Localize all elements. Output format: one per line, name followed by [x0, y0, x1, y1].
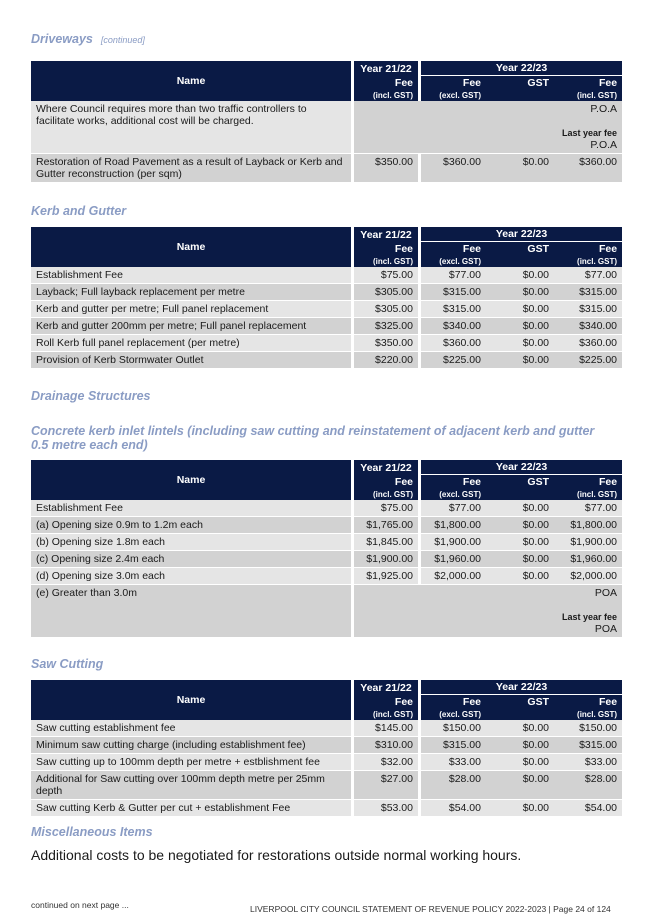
- header-blank: [486, 89, 554, 101]
- section-title-text: Driveways: [31, 32, 93, 46]
- poa-value: POA: [594, 587, 618, 599]
- misc-section-title: Miscellaneous Items: [31, 825, 153, 839]
- fee-excl: $315.00: [418, 737, 486, 754]
- fee-2122: $1,845.00: [351, 534, 418, 551]
- row-name: Additional for Saw cutting over 100mm depth metre per 25mm depth: [31, 771, 351, 800]
- fee-2122: $350.00: [351, 154, 418, 183]
- table-row: [31, 284, 622, 301]
- drainage-table: [31, 460, 622, 638]
- table-row: [31, 551, 622, 568]
- fee-2122: $75.00: [351, 267, 418, 284]
- drainage-section-title: Drainage Structures: [31, 389, 151, 403]
- fee-2122: $350.00: [351, 335, 418, 352]
- gst: $0.00: [486, 335, 554, 352]
- last-year-label: Last year fee: [561, 612, 618, 622]
- fee-excl: $315.00: [418, 301, 486, 318]
- kerb-table: [31, 227, 622, 369]
- fee-incl: $340.00: [554, 318, 622, 335]
- gst: $0.00: [486, 720, 554, 737]
- gst: $0.00: [486, 352, 554, 369]
- fee-incl: $1,900.00: [554, 534, 622, 551]
- row-name: Kerb and gutter per metre; Full panel replacement: [31, 301, 351, 318]
- driveways-section-title: [31, 32, 145, 46]
- gst: $0.00: [486, 551, 554, 568]
- fee-excl: $315.00: [418, 284, 486, 301]
- fee-excl: $33.00: [418, 754, 486, 771]
- row-name: Establishment Fee: [31, 267, 351, 284]
- column-header-year2: Year 22/23: [418, 61, 622, 76]
- column-header-year1: Year 21/22: [351, 460, 418, 475]
- fee-excl: $1,960.00: [418, 551, 486, 568]
- row-name: Kerb and gutter 200mm per metre; Full panel replacement: [31, 318, 351, 335]
- row-name: Layback; Full layback replacement per metre: [31, 284, 351, 301]
- column-header-year2: Year 22/23: [418, 460, 622, 475]
- fee-incl: $1,960.00: [554, 551, 622, 568]
- fee-excl: $2,000.00: [418, 568, 486, 585]
- gst: $0.00: [486, 284, 554, 301]
- fee-2122: $325.00: [351, 318, 418, 335]
- header-fee: Fee: [418, 475, 486, 488]
- column-header-name: Name: [31, 61, 351, 101]
- row-name: Restoration of Road Pavement as a result of Layback or Kerb and Gutter reconstruction (per sqm): [31, 154, 351, 183]
- header-fee: Fee: [554, 242, 622, 255]
- fee-excl: $360.00: [418, 335, 486, 352]
- fee-incl: $28.00: [554, 771, 622, 800]
- fee-incl: $1,800.00: [554, 517, 622, 534]
- row-name: Roll Kerb full panel replacement (per metre): [31, 335, 351, 352]
- poa-cell: [351, 101, 622, 154]
- table-row: [31, 101, 622, 154]
- header-incl-gst: (incl. GST): [554, 89, 622, 101]
- fee-incl: $77.00: [554, 267, 622, 284]
- header-incl-gst: (incl. GST): [351, 89, 418, 101]
- column-header-name: Name: [31, 460, 351, 500]
- fee-2122: $32.00: [351, 754, 418, 771]
- table-row: [31, 318, 622, 335]
- header-fee: Fee: [351, 242, 418, 255]
- fee-excl: $77.00: [418, 267, 486, 284]
- last-year-label: Last year fee: [561, 128, 618, 138]
- fee-2122: $75.00: [351, 500, 418, 517]
- header-incl-gst: (incl. GST): [554, 708, 622, 720]
- footer-continued: continued on next page ...: [31, 900, 129, 910]
- header-gst: GST: [486, 76, 554, 89]
- row-name: Provision of Kerb Stormwater Outlet: [31, 352, 351, 369]
- fee-incl: $360.00: [554, 335, 622, 352]
- table-row: [31, 737, 622, 754]
- header-excl-gst: (excl. GST): [418, 255, 486, 267]
- gst: $0.00: [486, 771, 554, 800]
- gst: $0.00: [486, 800, 554, 817]
- fee-2122: $310.00: [351, 737, 418, 754]
- gst: $0.00: [486, 534, 554, 551]
- row-name: (b) Opening size 1.8m each: [31, 534, 351, 551]
- driveways-table: [31, 61, 622, 183]
- row-name: (e) Greater than 3.0m: [31, 585, 351, 638]
- fee-excl: $150.00: [418, 720, 486, 737]
- header-fee: Fee: [418, 76, 486, 89]
- gst: $0.00: [486, 754, 554, 771]
- column-header-year2: Year 22/23: [418, 680, 622, 695]
- fee-incl: $225.00: [554, 352, 622, 369]
- table-row: [31, 568, 622, 585]
- fee-excl: $54.00: [418, 800, 486, 817]
- saw-section-title: Saw Cutting: [31, 657, 104, 671]
- gst: $0.00: [486, 517, 554, 534]
- row-name: Saw cutting establishment fee: [31, 720, 351, 737]
- header-incl-gst: (incl. GST): [554, 488, 622, 500]
- column-header-name: Name: [31, 227, 351, 267]
- header-fee: Fee: [554, 76, 622, 89]
- table-row: [31, 534, 622, 551]
- header-excl-gst: (excl. GST): [418, 708, 486, 720]
- fee-2122: $53.00: [351, 800, 418, 817]
- misc-text: Additional costs to be negotiated for restorations outside normal working hours.: [31, 847, 522, 863]
- continued-label: [continued]: [100, 35, 145, 45]
- header-incl-gst: (incl. GST): [554, 255, 622, 267]
- fee-excl: $77.00: [418, 500, 486, 517]
- header-fee: Fee: [554, 475, 622, 488]
- column-header-year1: Year 21/22: [351, 680, 418, 695]
- gst: $0.00: [486, 267, 554, 284]
- row-name: (a) Opening size 0.9m to 1.2m each: [31, 517, 351, 534]
- header-excl-gst: (excl. GST): [418, 89, 486, 101]
- table-row: [31, 154, 622, 183]
- fee-excl: $1,800.00: [418, 517, 486, 534]
- table-row: [31, 720, 622, 737]
- fee-2122: $145.00: [351, 720, 418, 737]
- row-name: Where Council requires more than two traffic controllers to facilitate works, additional cost will be charged.: [31, 101, 351, 154]
- fee-incl: $360.00: [554, 154, 622, 183]
- fee-incl: $315.00: [554, 284, 622, 301]
- row-name: Saw cutting Kerb & Gutter per cut + establishment Fee: [31, 800, 351, 817]
- fee-2122: $305.00: [351, 284, 418, 301]
- table-row: [31, 335, 622, 352]
- table-row: [31, 771, 622, 800]
- header-incl-gst: (incl. GST): [351, 708, 418, 720]
- fee-excl: $225.00: [418, 352, 486, 369]
- table-row: [31, 352, 622, 369]
- header-gst: GST: [486, 242, 554, 255]
- fee-incl: $2,000.00: [554, 568, 622, 585]
- table-row: [31, 754, 622, 771]
- gst: $0.00: [486, 737, 554, 754]
- header-fee: Fee: [554, 695, 622, 708]
- header-fee: Fee: [351, 475, 418, 488]
- fee-2122: $1,765.00: [351, 517, 418, 534]
- row-name: (c) Opening size 2.4m each: [31, 551, 351, 568]
- table-row: [31, 500, 622, 517]
- table-row: [31, 585, 622, 638]
- gst: $0.00: [486, 568, 554, 585]
- header-gst: GST: [486, 695, 554, 708]
- table-row: [31, 301, 622, 318]
- header-fee: Fee: [351, 695, 418, 708]
- gst: $0.00: [486, 318, 554, 335]
- drainage-subtitle: Concrete kerb inlet lintels (including saw cutting and reinstatement of adjacent kerb and gutter 0.5 metre each end): [31, 424, 595, 452]
- fee-excl: $28.00: [418, 771, 486, 800]
- table-row: [31, 800, 622, 817]
- column-header-year1: Year 21/22: [351, 227, 418, 242]
- header-gst: GST: [486, 475, 554, 488]
- column-header-year1: Year 21/22: [351, 61, 418, 76]
- row-name: Saw cutting up to 100mm depth per metre + estblishment fee: [31, 754, 351, 771]
- row-name: Establishment Fee: [31, 500, 351, 517]
- fee-2122: $305.00: [351, 301, 418, 318]
- gst: $0.00: [486, 301, 554, 318]
- header-blank: [486, 488, 554, 500]
- row-name: (d) Opening size 3.0m each: [31, 568, 351, 585]
- fee-incl: $315.00: [554, 301, 622, 318]
- table-row: [31, 267, 622, 284]
- poa-value: P.O.A: [590, 103, 618, 115]
- header-fee: Fee: [418, 695, 486, 708]
- saw-table: [31, 680, 622, 817]
- poa-cell: [351, 585, 622, 638]
- fee-incl: $315.00: [554, 737, 622, 754]
- last-year-value: P.O.A: [590, 139, 618, 151]
- header-incl-gst: (incl. GST): [351, 488, 418, 500]
- table-row: [31, 517, 622, 534]
- fee-incl: $33.00: [554, 754, 622, 771]
- header-incl-gst: (incl. GST): [351, 255, 418, 267]
- fee-excl: $340.00: [418, 318, 486, 335]
- fee-excl: $360.00: [418, 154, 486, 183]
- gst: $0.00: [486, 154, 554, 183]
- fee-2122: $1,925.00: [351, 568, 418, 585]
- fee-incl: $54.00: [554, 800, 622, 817]
- kerb-section-title: Kerb and Gutter: [31, 204, 127, 218]
- fee-2122: $220.00: [351, 352, 418, 369]
- header-blank: [486, 255, 554, 267]
- footer-page-info: LIVERPOOL CITY COUNCIL STATEMENT OF REVENUE POLICY 2022-2023 | Page 24 of 124: [250, 904, 611, 914]
- header-blank: [486, 708, 554, 720]
- fee-excl: $1,900.00: [418, 534, 486, 551]
- fee-incl: $77.00: [554, 500, 622, 517]
- last-year-value: POA: [594, 623, 618, 635]
- fee-2122: $1,900.00: [351, 551, 418, 568]
- gst: $0.00: [486, 500, 554, 517]
- header-excl-gst: (excl. GST): [418, 488, 486, 500]
- fee-2122: $27.00: [351, 771, 418, 800]
- column-header-name: Name: [31, 680, 351, 720]
- column-header-year2: Year 22/23: [418, 227, 622, 242]
- header-fee: Fee: [418, 242, 486, 255]
- row-name: Minimum saw cutting charge (including establishment fee): [31, 737, 351, 754]
- header-fee: Fee: [351, 76, 418, 89]
- fee-incl: $150.00: [554, 720, 622, 737]
